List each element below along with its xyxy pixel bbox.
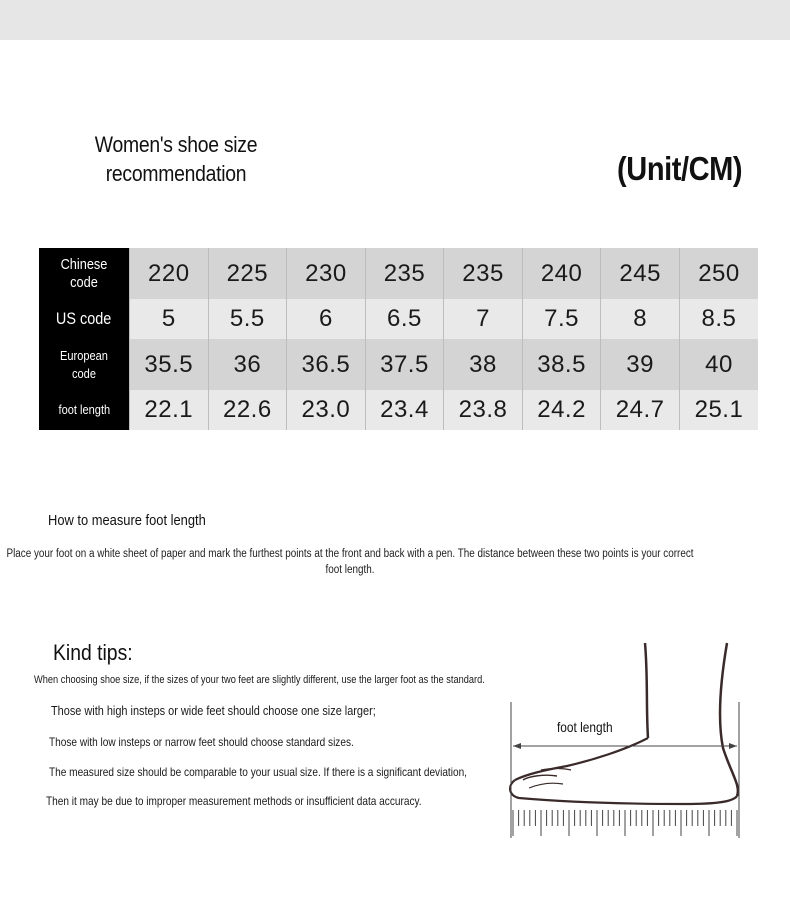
table-cell: 245 (601, 248, 680, 299)
table-row-european (39, 339, 758, 390)
table-cell: 23.4 (365, 390, 444, 430)
table-cell: 5.5 (208, 299, 287, 339)
row-header: Chinese code (39, 248, 130, 299)
table-cell: 38 (444, 339, 523, 390)
tips-heading: Kind tips: (53, 640, 133, 665)
size-table (39, 248, 758, 430)
title-line-2: recommendation (105, 161, 247, 186)
table-cell: 35.5 (130, 339, 209, 390)
table-cell: 250 (679, 248, 758, 299)
table-row-us (39, 299, 758, 339)
table-cell: 240 (522, 248, 601, 299)
table-cell: 230 (287, 248, 366, 299)
tip-item: Those with high insteps or wide feet should choose one size larger; (51, 703, 376, 718)
table-cell: 22.1 (130, 390, 209, 430)
tip-item: When choosing shoe size, if the sizes of your two feet are slightly different, use the larger foot as the standard. (34, 674, 485, 686)
table-cell: 23.0 (287, 390, 366, 430)
table-cell: 6.5 (365, 299, 444, 339)
page-title (74, 130, 278, 188)
table-cell: 235 (365, 248, 444, 299)
table-cell: 40 (679, 339, 758, 390)
measure-instructions: Place your foot on a white sheet of paper and mark the furthest points at the front and back with a pen. The distance between these two points is your correct foot length. (6, 548, 694, 576)
row-header: European code (39, 339, 130, 390)
table-cell: 8 (601, 299, 680, 339)
table-cell: 24.7 (601, 390, 680, 430)
table-cell: 38.5 (522, 339, 601, 390)
table-cell: 24.2 (522, 390, 601, 430)
table-cell: 6 (287, 299, 366, 339)
table-cell: 235 (444, 248, 523, 299)
table-cell: 225 (208, 248, 287, 299)
measure-heading: How to measure foot length (48, 512, 206, 529)
table-cell: 22.6 (208, 390, 287, 430)
table-cell: 220 (130, 248, 209, 299)
row-header: foot length (39, 390, 130, 430)
table-row-chinese (39, 248, 758, 299)
tip-item: Then it may be due to improper measurement methods or insufficient data accuracy. (46, 794, 422, 808)
table-cell: 39 (601, 339, 680, 390)
title-line-1: Women's shoe size (94, 132, 258, 157)
table-cell: 36 (208, 339, 287, 390)
table-cell: 7 (444, 299, 523, 339)
top-band (0, 0, 790, 40)
table-cell: 23.8 (444, 390, 523, 430)
table-row-foot-length (39, 390, 758, 430)
table-cell: 36.5 (287, 339, 366, 390)
tip-item: Those with low insteps or narrow feet should choose standard sizes. (49, 735, 354, 749)
table-cell: 8.5 (679, 299, 758, 339)
tip-item: The measured size should be comparable to your usual size. If there is a significant deviation, (49, 765, 467, 779)
foot-outline-icon (505, 638, 745, 843)
table-cell: 5 (130, 299, 209, 339)
row-header: US code (39, 299, 130, 339)
foot-length-label: foot length (557, 719, 613, 735)
table-cell: 37.5 (365, 339, 444, 390)
table-cell: 7.5 (522, 299, 601, 339)
table-cell: 25.1 (679, 390, 758, 430)
unit-label: (Unit/CM) (616, 150, 742, 187)
